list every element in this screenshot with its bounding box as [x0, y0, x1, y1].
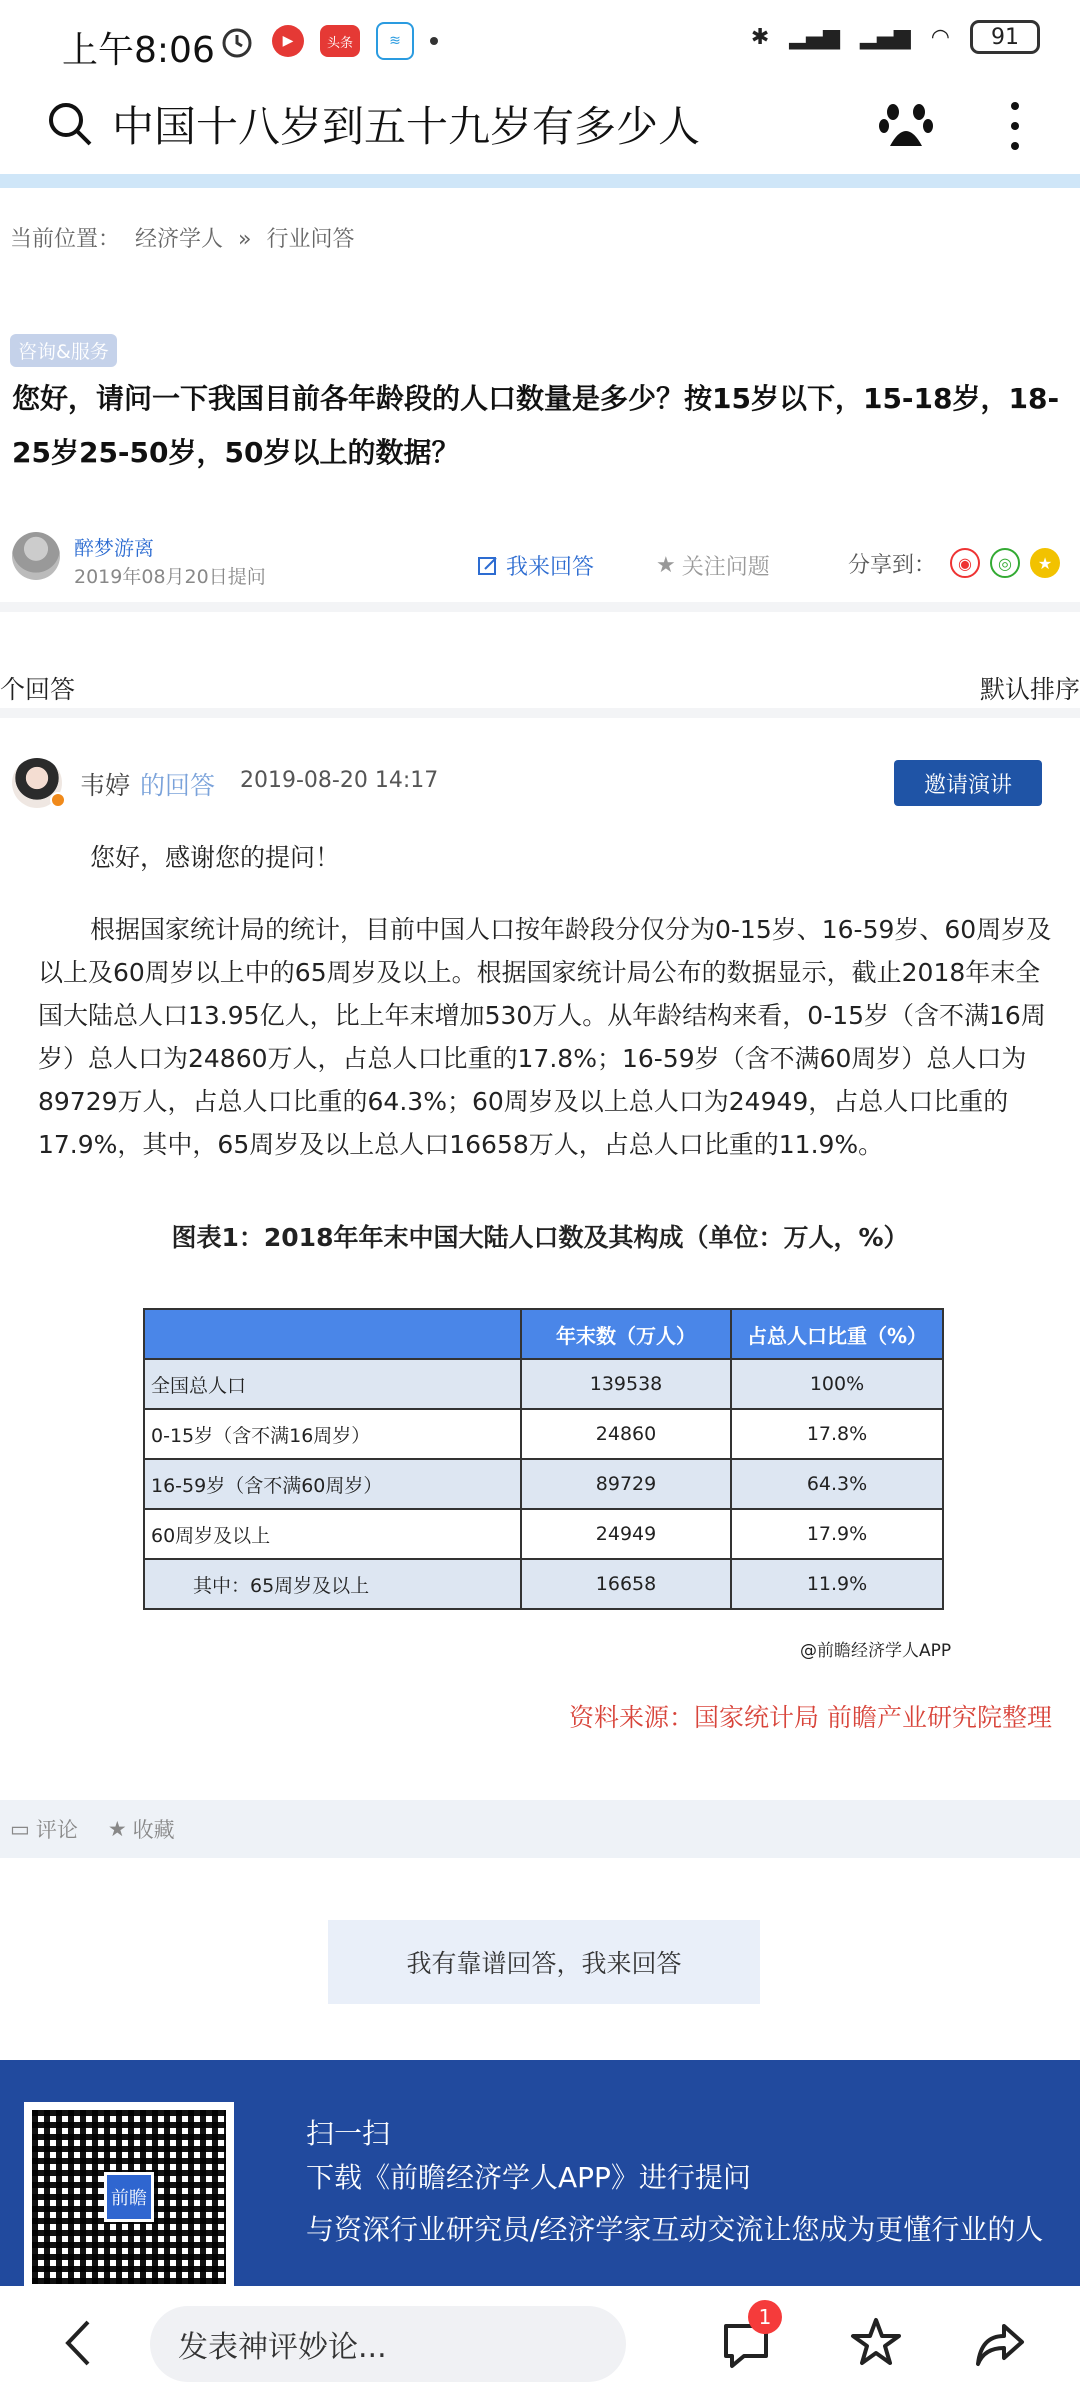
- table-cell: 16658: [521, 1559, 731, 1609]
- wifi-app-icon: ≋: [376, 22, 414, 60]
- answer-time: 2019-08-20 14:17: [240, 768, 439, 793]
- data-source: 资料来源：国家统计局 前瞻产业研究院整理: [569, 1703, 1052, 1732]
- answerer-name[interactable]: 韦婷: [80, 771, 131, 800]
- table-header-row: [144, 1309, 943, 1359]
- category-tag[interactable]: 咨询&服务: [10, 334, 117, 367]
- notification-icons: [218, 22, 438, 60]
- sort-selector[interactable]: 默认排序: [979, 675, 1080, 704]
- comment-label: 评论: [35, 1818, 78, 1842]
- table-cell: 16-59岁（含不满60周岁）: [144, 1459, 521, 1509]
- qzone-icon[interactable]: ★: [1030, 548, 1060, 578]
- population-table: [143, 1308, 944, 1610]
- answer-question-label: 我来回答: [506, 555, 595, 580]
- search-bar[interactable]: [0, 88, 1080, 174]
- table-cell: 其中：65周岁及以上: [144, 1559, 521, 1609]
- breadcrumb-item-industry-qa[interactable]: 行业问答: [266, 227, 355, 252]
- star-icon: ★: [656, 553, 676, 578]
- bottom-nav: [0, 2286, 1080, 2400]
- favorite-label: 收藏: [132, 1818, 175, 1842]
- comment-icon: ▭: [10, 1817, 30, 1841]
- toutiao-icon: 头条: [320, 25, 360, 57]
- qr-code: [24, 2102, 234, 2292]
- table-cell: 24949: [521, 1509, 731, 1559]
- answer-suffix: 的回答: [140, 771, 216, 800]
- answers-header: [0, 622, 1080, 718]
- table-header-cell: 占总人口比重（%）: [731, 1309, 943, 1359]
- qr-logo: 前瞻: [104, 2172, 154, 2222]
- dot-icon: [430, 37, 438, 45]
- table-cell: 100%: [731, 1359, 943, 1409]
- app-promo-banner[interactable]: [0, 2060, 1080, 2290]
- asker-name[interactable]: 醉梦游离: [74, 536, 154, 560]
- answer-action-bar: [0, 1800, 1080, 1858]
- breadcrumb-label: 当前位置：: [10, 227, 121, 252]
- table-cell: 全国总人口: [144, 1359, 521, 1409]
- wifi-icon: ◠: [930, 24, 950, 50]
- table-header-cell: [144, 1309, 521, 1359]
- follow-question-label: 关注问题: [681, 555, 770, 580]
- qr-pattern: [32, 2110, 226, 2284]
- comment-action[interactable]: [10, 1814, 78, 1844]
- comment-count-badge: 1: [748, 2300, 782, 2334]
- table-cell: 11.9%: [731, 1559, 943, 1609]
- follow-question-button[interactable]: [656, 550, 770, 581]
- table-row: [144, 1359, 943, 1409]
- asker-avatar[interactable]: [12, 532, 60, 580]
- wechat-icon[interactable]: ◎: [990, 548, 1020, 578]
- alarm-icon: [218, 22, 256, 60]
- signal-2-icon: ▂▄▆: [860, 24, 911, 50]
- share-icon[interactable]: [972, 2316, 1028, 2372]
- promo-scan-text: 扫一扫: [306, 2117, 391, 2150]
- search-query[interactable]: 中国十八岁到五十九岁有多少人: [112, 102, 701, 151]
- image-credit: @前瞻经济学人APP: [800, 1641, 952, 1661]
- breadcrumb: [10, 222, 363, 253]
- table-cell: 60周岁及以上: [144, 1509, 521, 1559]
- asker-date: 2019年08月20日提问: [74, 566, 266, 588]
- breadcrumb-item-economist[interactable]: 经济学人: [135, 227, 224, 252]
- table-cell: 17.9%: [731, 1509, 943, 1559]
- table-header-cell: 年末数（万人）: [521, 1309, 731, 1359]
- promo-download-text: 下载《前瞻经济学人APP》进行提问: [306, 2161, 751, 2194]
- promo-description: 与资深行业研究员/经济学家互动交流让您成为更懂行业的人: [306, 2213, 1044, 2246]
- table-cell: 0-15岁（含不满16周岁）: [144, 1409, 521, 1459]
- status-bar: [0, 0, 1080, 88]
- table-cell: 89729: [521, 1459, 731, 1509]
- answer-body: 根据国家统计局的统计，目前中国人口按年龄段分仅分为0-15岁、16-59岁、60周岁及以上及60周岁以上中的65周岁及以上。根据国家统计局公布的数据显示，截止2018年末全国大陆总人口13.95亿人，比上年末增加530万人。从年龄结构来看，0-15岁（含不满16周岁）总人口为24860万人，占总人口比重的17.8%；16-59岁（含不满60周岁）总人口为89729万人，占总人口比重的64.3%；60周岁及以上总人口为24949，占总人口比重的17.9%，其中，65周岁及以上总人口16658万人，占总人口比重的11.9%。: [38, 915, 1052, 1159]
- table-row: [144, 1459, 943, 1509]
- verified-badge-icon: [50, 792, 66, 808]
- bluetooth-icon: ✱: [750, 24, 770, 50]
- more-menu-icon[interactable]: [1005, 96, 1025, 156]
- share-label: 分享到：: [848, 553, 937, 578]
- figure-title: 图表1：2018年年末中国大陆人口数及其构成（单位：万人，%）: [171, 1223, 909, 1252]
- table-cell: 17.8%: [731, 1409, 943, 1459]
- question-title: 您好，请问一下我国目前各年龄段的人口数量是多少？按15岁以下，15-18岁，18-25岁25-50岁，50岁以上的数据？: [12, 382, 1060, 469]
- table-row: [144, 1409, 943, 1459]
- favorite-action[interactable]: [108, 1814, 175, 1844]
- favorite-star-icon[interactable]: [848, 2314, 904, 2370]
- question-card: [0, 300, 1080, 612]
- video-app-icon: ▶: [272, 25, 304, 57]
- star-icon: ★: [107, 1817, 127, 1841]
- breadcrumb-separator: »: [238, 227, 252, 252]
- weibo-icon[interactable]: ◉: [950, 548, 980, 578]
- share-icons: [950, 548, 1060, 578]
- table-row: [144, 1509, 943, 1559]
- table-cell: 64.3%: [731, 1459, 943, 1509]
- table-cell: 139538: [521, 1359, 731, 1409]
- comment-input[interactable]: 发表神评妙论...: [150, 2306, 626, 2382]
- battery-indicator: 91: [970, 20, 1040, 54]
- back-icon[interactable]: [58, 2316, 98, 2370]
- system-icons: [751, 20, 1040, 54]
- table-cell: 24860: [521, 1409, 731, 1459]
- baidu-paw-icon[interactable]: [876, 94, 936, 154]
- invite-speak-button[interactable]: 邀请演讲: [894, 760, 1042, 806]
- page-load-strip: [0, 174, 1080, 188]
- write-answer-button[interactable]: 我有靠谱回答，我来回答: [328, 1920, 760, 2004]
- answer-greeting: 您好，感谢您的提问！: [90, 843, 341, 872]
- signal-1-icon: ▂▄▆: [789, 24, 841, 50]
- search-icon[interactable]: [46, 100, 94, 148]
- table-row: [144, 1559, 943, 1609]
- answers-count: 个回答: [0, 675, 76, 704]
- status-time: 上午8:06: [62, 30, 215, 71]
- answer-question-button[interactable]: [476, 550, 594, 581]
- edit-icon: [476, 554, 500, 578]
